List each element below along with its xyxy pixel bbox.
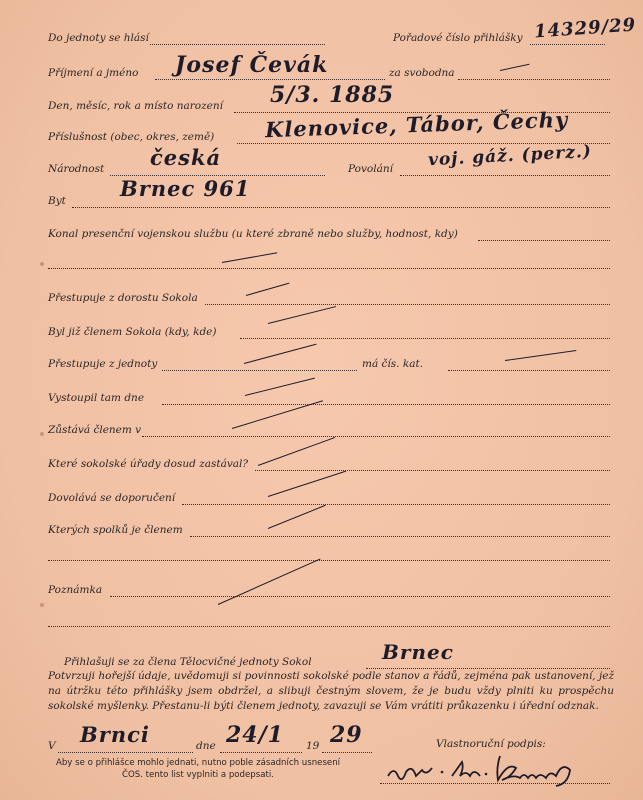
still-member-line xyxy=(142,436,610,437)
signature-label: Vlastnoruční podpis: xyxy=(436,738,546,750)
left-date-line xyxy=(162,404,610,405)
punch-hole xyxy=(40,262,44,266)
left-date-label: Vystoupil tam dne xyxy=(48,392,145,404)
recommendation-dash xyxy=(268,471,346,497)
marital-label: za svobodna xyxy=(389,67,455,79)
order-number-label: Pořadové číslo přihlášky xyxy=(393,32,523,44)
youth-transfer-line xyxy=(205,304,610,305)
recommendation-label: Dovolává se doporučení xyxy=(48,492,176,504)
order-number-value: 14329/29 xyxy=(533,14,637,43)
remark-dash xyxy=(218,558,321,604)
year-value: 29 xyxy=(330,722,363,748)
transfer-label: Přestupuje z jednoty xyxy=(48,358,158,370)
marital-dash xyxy=(500,64,530,71)
date-value: 24/1 xyxy=(226,722,284,748)
unit-label: Do jednoty se hlásí xyxy=(48,32,149,44)
former-member-line xyxy=(240,338,610,339)
date-line xyxy=(220,752,302,753)
year-line xyxy=(322,752,372,753)
marital-line xyxy=(458,79,610,80)
military-service-line xyxy=(478,240,610,241)
military-service-line-2 xyxy=(48,268,610,269)
punch-hole xyxy=(40,603,44,607)
military-service-label: Konal presenční vojenskou službu (u které zbraně nebo služby, hodnost, kdy) xyxy=(48,228,458,240)
domicile-value: Klenovice, Tábor, Čechy xyxy=(264,106,569,143)
birth-value: 5/3. 1885 xyxy=(270,82,395,108)
clubs-label: Kterých spolků je členem xyxy=(48,524,183,536)
member-number-line xyxy=(448,370,610,371)
residence-line xyxy=(72,207,610,208)
legal-note: Aby se o přihlášce mohlo jednati, nutno poble zásadních usnesení ČOS. tento list vyplniti a podepsati. xyxy=(55,758,341,780)
member-number-dash xyxy=(505,350,576,361)
residence-label: Byt xyxy=(48,195,66,207)
offices-label: Které sokolské úřady dosud zastával? xyxy=(48,458,249,470)
place-value: Brnci xyxy=(80,722,150,747)
domicile-label: Příslušnost (obec, okres, země) xyxy=(48,131,215,143)
former-member-label: Byl již členem Sokola (kdy, kde) xyxy=(48,326,217,338)
handwritten-signature xyxy=(380,750,612,788)
year-prefix: 19 xyxy=(306,740,320,752)
occupation-line xyxy=(400,175,610,176)
clubs-dash xyxy=(268,505,326,529)
left-date-dash xyxy=(245,378,315,396)
remark-line xyxy=(110,596,610,597)
transfer-line xyxy=(162,370,357,371)
nationality-value: česká xyxy=(150,145,222,170)
apply-value: Brnec xyxy=(382,640,454,664)
name-label: Příjmení a jméno xyxy=(48,67,139,79)
declaration-text: Potvrzuji hořejší údaje, uvědomuji si povinnosti sokolské podle stanov a řádů, zejména pak ustanovení, jež na útržku této přihlášky jsem obdržel, a slibuji čestným slovem, že je budu vždy plniti ku prospěchu sokolské myšlenky. Přestanu-li býti členem jednoty, zavazuji se Vám vrátiti průkazenku i úřední odznak. xyxy=(48,670,614,713)
date-label: dne xyxy=(196,740,216,752)
place-prefix: V xyxy=(48,740,56,752)
military-dash xyxy=(222,252,277,263)
residence-value: Brnec 961 xyxy=(120,176,251,201)
youth-dash xyxy=(246,283,290,296)
former-member-dash xyxy=(268,306,336,324)
recommendation-line xyxy=(182,504,610,505)
offices-dash xyxy=(258,437,335,466)
punch-hole xyxy=(40,432,44,436)
occupation-label: Povolání xyxy=(348,163,393,175)
name-value: Josef Čevák xyxy=(175,52,329,78)
nationality-label: Národnost xyxy=(48,163,105,175)
transfer-dash xyxy=(244,344,317,364)
remark-label: Poznámka xyxy=(48,584,103,596)
order-number-line xyxy=(530,44,605,45)
clubs-line-2 xyxy=(48,560,610,561)
place-line xyxy=(58,752,193,753)
name-line xyxy=(155,79,385,80)
occupation-value: voj. gáž. (perz.) xyxy=(427,141,593,171)
youth-transfer-label: Přestupuje z dorostu Sokola xyxy=(48,292,198,304)
offices-line xyxy=(255,470,610,471)
clubs-line xyxy=(190,536,610,537)
unit-line xyxy=(150,44,325,45)
birth-label: Den, měsíc, rok a místo narození xyxy=(48,100,223,112)
remark-line-2 xyxy=(48,626,610,627)
apply-label: Přihlašuji se za člena Tělocvičné jednoty Sokol xyxy=(64,656,312,668)
still-member-label: Zůstává členem v xyxy=(48,424,142,436)
member-number-label: má čís. kat. xyxy=(362,358,424,370)
